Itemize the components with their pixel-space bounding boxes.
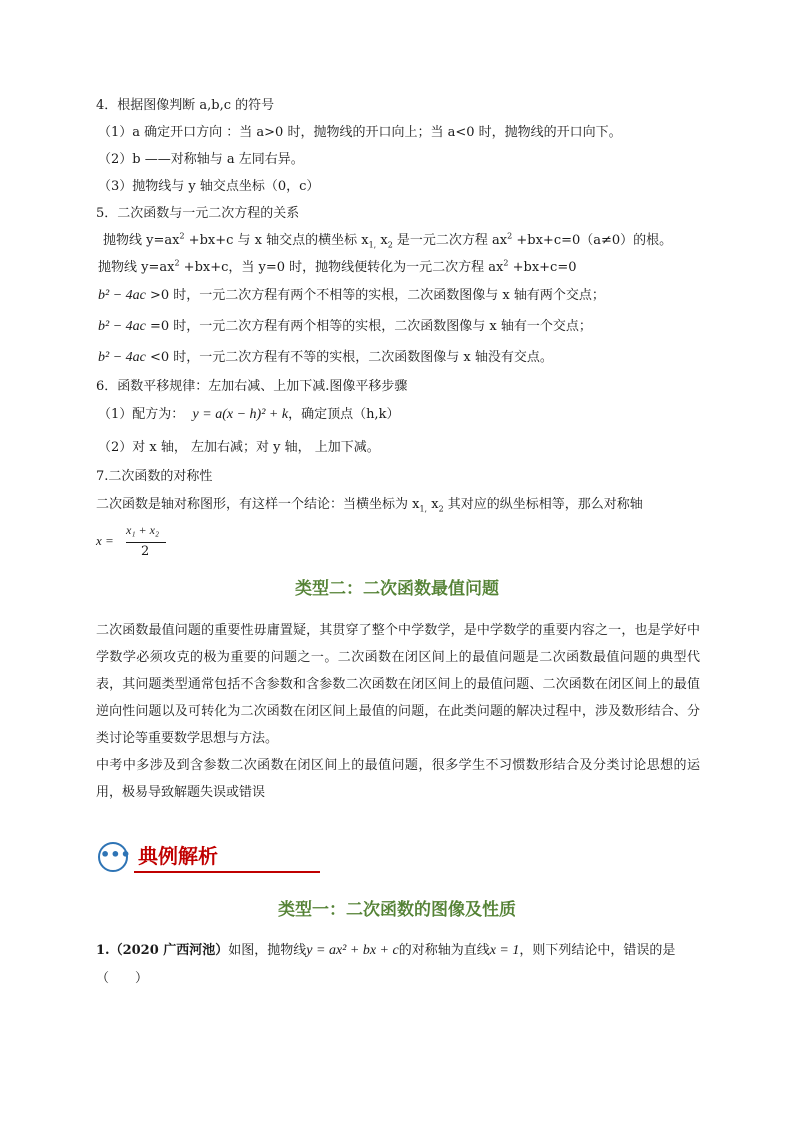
s5-l2b: +bx+c，当 y=0 时，抛物线便转化为一元二次方程 ax	[179, 260, 504, 275]
banner-title: 典例解析	[138, 844, 218, 868]
s5-disc-eq	[98, 318, 592, 336]
s5-l1e: +bx+c=0（a≠0）的根。	[512, 233, 673, 248]
s5-sup: 2	[507, 231, 513, 241]
s6-l1a: （1）配方为：	[98, 407, 185, 422]
s5-sup: 2	[503, 258, 509, 268]
question-source: 1.（2020 广西河池）	[96, 943, 229, 958]
s6-line-2: （2）对 x 轴， 左加右减；对 y 轴， 上加下减。	[98, 440, 380, 455]
s5-sub2: 2	[387, 240, 393, 250]
s5-sub1: 1,	[368, 240, 377, 250]
discriminant: b² − 4ac	[98, 319, 146, 334]
s5-eq-text: =0 时，一元二次方程有两个相等的实根，二次函数图像与 x 轴有一个交点；	[145, 319, 592, 334]
type1-heading: 类型一：二次函数的图像及性质	[278, 900, 516, 920]
s6-title: 6．函数平移规律：左加右减、上加下减.图像平移步骤	[96, 379, 408, 394]
question-1	[96, 942, 675, 960]
s5-line-1	[103, 232, 672, 250]
q1-axis: x = 1	[489, 943, 520, 958]
q1-equation: y = ax² + bx + c	[306, 943, 399, 958]
formula-denominator: 2	[141, 544, 150, 559]
discriminant: b² − 4ac	[98, 288, 146, 303]
s4-line-1: （1）a 确定开口方向 ：当 a>0 时，抛物线的开口向上；当 a<0 时，抛物线的开口向下。	[98, 125, 622, 140]
formula-lhs: x =	[96, 533, 114, 548]
s5-l1b: +bx+c 与 x 轴交点的横坐标 x	[184, 233, 369, 248]
vertex-form-formula: y = a(x − h)² + k	[192, 407, 289, 422]
symmetry-axis-formula	[96, 523, 186, 563]
formula-numerator: x₁ + x₂	[126, 523, 160, 537]
s7-l1a: 二次函数是轴对称图形，有这样一个结论：当横坐标为 x	[96, 497, 420, 512]
s6-l1b: ，确定顶点（h,k）	[288, 407, 400, 422]
banner-underline	[134, 871, 320, 873]
s7-title: 7.二次函数的对称性	[96, 469, 213, 484]
s5-line-2	[98, 259, 577, 277]
s6-line-1	[98, 406, 399, 424]
q1-text-a: 如图，抛物线	[228, 943, 307, 958]
s7-l1b: x	[427, 497, 439, 512]
s4-line-3: （3）抛物线与 y 轴交点坐标（0，c）	[98, 179, 320, 194]
s5-l1a: 抛物线 y=ax	[103, 233, 180, 248]
type2-paragraph-1: 二次函数最值问题的重要性毋庸置疑，其贯穿了整个中学数学，是中学数学的重要内容之一，也是学好中学数学必须攻克的极为重要的问题之一。二次函数在闭区间上的最值问题是二次函数最值问题的典型代表，其问题类型通常包括不含参数和含参数二次函数在闭区间上的最值问题、二次函数在闭区间上的最值逆向性问题以及可转化为二次函数在闭区间上最值的问题，在此类问题的解决过程中，涉及数形结合、分类讨论等重要数学思想与方法。	[96, 623, 700, 746]
q1-text-c: ，则下列结论中，错误的是	[519, 943, 676, 958]
s5-l1d: 是一元二次方程 ax	[392, 233, 508, 248]
s7-sub1: 1,	[419, 504, 428, 514]
example-banner	[98, 840, 258, 876]
s5-lt-text: <0 时，一元二次方程有不等的实根，二次函数图像与 x 轴没有交点。	[145, 350, 553, 365]
type2-heading: 类型二：二次函数最值问题	[295, 579, 499, 599]
s5-l1c: x	[376, 233, 388, 248]
q1-text-b: 的对称轴为直线	[398, 943, 490, 958]
type2-paragraph-2: 中考中多涉及到含参数二次函数在闭区间上的最值问题，很多学生不习惯数形结合及分类讨论思想的运用，极易导致解题失误或错误	[96, 758, 700, 800]
s7-line-1	[96, 496, 643, 514]
s7-l1c: 其对应的纵坐标相等，那么对称轴	[443, 497, 643, 512]
discriminant: b² − 4ac	[98, 350, 146, 365]
answer-paren: （ ）	[96, 971, 149, 986]
s5-sup: 2	[179, 231, 185, 241]
s5-disc-lt	[98, 349, 553, 367]
s5-disc-gt	[98, 287, 605, 305]
s7-sub2: 2	[438, 504, 444, 514]
s4-line-2: （2）b ——对称轴与 a 左同右异。	[98, 152, 304, 167]
s4-title: 4．根据图像判断 a,b,c 的符号	[96, 98, 275, 113]
dots-icon: •••	[98, 842, 128, 872]
fraction-bar	[126, 542, 166, 543]
s5-title: 5．二次函数与一元二次方程的关系	[96, 206, 300, 221]
s5-gt-text: >0 时，一元二次方程有两个不相等的实根，二次函数图像与 x 轴有两个交点；	[145, 288, 605, 303]
s5-sup: 2	[174, 258, 180, 268]
s5-l2a: 抛物线 y=ax	[98, 260, 175, 275]
s5-l2c: +bx+c=0	[508, 260, 577, 275]
